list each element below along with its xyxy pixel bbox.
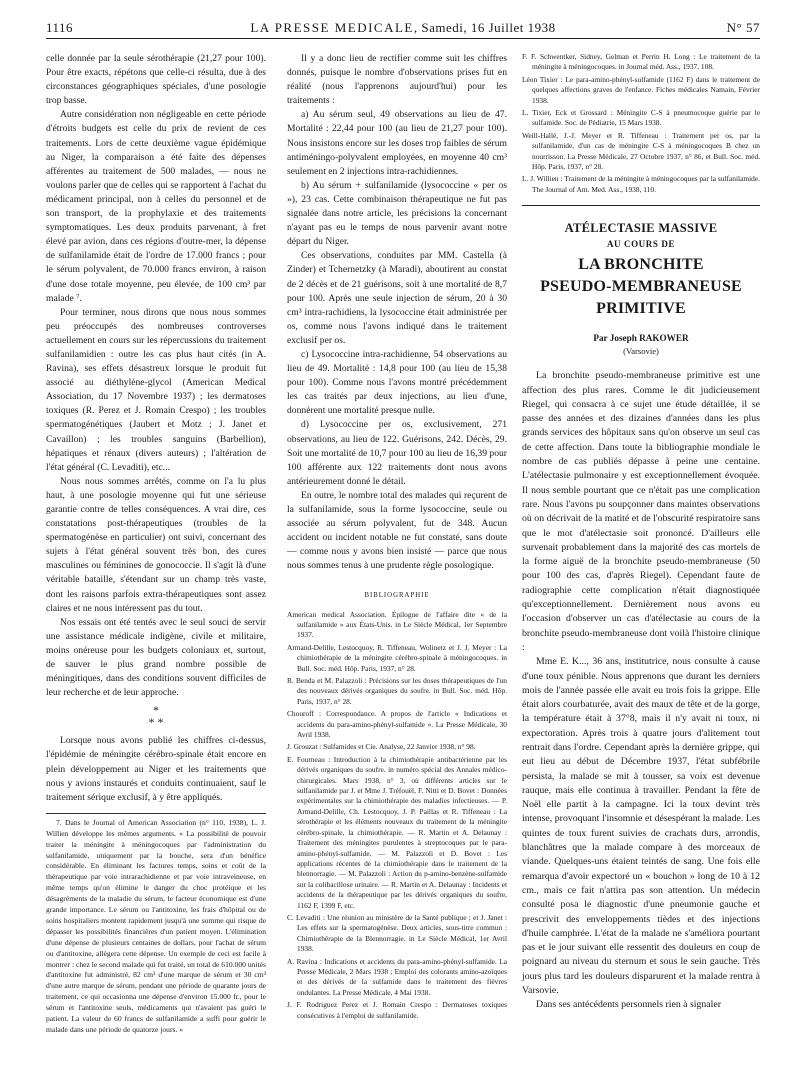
paragraph: Ces observations, conduites par MM. Castella (à Zinder) et Tchernetzky (à Maradi), aboutirent au constat de 2 décès et de 21 guérisons, soit à une mortalité de 8,7 pour 100. Après une seule injection de sérum, 20 à 30 cm³ intra-rachidiens, la lysococcine était administrée per os, comme nous l'avons indiqué dans le traitement exclusif per os. bbox=[287, 250, 507, 346]
paragraph: Autre considération non négligeable en cette période d'étroits budgets est celle du prix de revient de ces traitements. Lors de cette deuxième vague épidémique au Niger, la comparaison a été faite des dépenses afférentes au traitement de 500 malades, — nous ne voulons parler que de celles qui se rapportent à l'achat du médicament principal, non à celles du personnel et de son transport, de la prophylaxie et des traitements symptomatiques. Les deux produits parvenant, à fret élevé par avion, dans ces régions d'outre-mer, la dépense de sulfanilamide était de l'ordre de 17.000 francs ; pour le sérum polyvalent, de 70.000 francs environ, à raison d'une dose totale moyenne, peu élevée, de 100 cm³ par malade ⁷. bbox=[46, 109, 266, 304]
paragraph: Nous nous sommes arrêtés, comme on l'a lu plus haut, à une posologie moyenne qui fut une sérieuse garantie contre de telles conséquences. A vrai dire, ces constatations post-thérapeutiques (troubles de la spermatogénèse en particulier) ont suivi, concernant des sujets à l'état général souvent très bon, des cures masculines ou féminines de gonococcie. Il s'agit là d'une véritable bataille, s'étendant sur un champ très vaste, dont les raisons parfois extra-thérapeutiques sont assez claires et ne nous intéressent pas du tout. bbox=[46, 475, 266, 614]
bibliography-entry: L. Tixier, Eck et Grossard : Méningite C-S à pneumocoque guérie par le sulfamide. Soc. de Pédiatrie, 15 Mars 1938. bbox=[522, 108, 760, 128]
bibliography-entry: Léon Tixier : Le para-amino-phényl-sulfamide (1162 F) dans le traitement de quelques affections graves de l'enfance. Fiches médicales Namain, Février 1938. bbox=[522, 74, 760, 105]
issue-date: , Samedi, 16 Juillet 1938 bbox=[413, 20, 556, 35]
bibliography-entry: C. Levaditi : Une réunion au ministère de la Santé publique ; et J. Janet : Les effets sur la spermatogénèse. Deux articles, sous-titre commun : Chimiothérapie de la Blennorragie. in Le Siècle Médical, 1er Avril 1938. bbox=[287, 912, 507, 954]
bibliography-entry: American medical Association. Épilogue de l'affaire dite « de la sulfanilamide » aux États-Unis. in Le Siècle Médical, 1er Septembre 1937. bbox=[287, 609, 507, 640]
paragraph: Nos essais ont été tentés avec le seul souci de servir une assistance médicale indigène, civile et militaire, moins onéreuse pour les budgets coloniaux et, surtout, de sauver le plus grand nombre possible de méningitiques, dans des conditions souvent difficiles de leur recherche et de leur approche. bbox=[46, 616, 266, 699]
article-title-line-4: PSEUDO-MEMBRANEUSE bbox=[540, 278, 742, 296]
bibliography-heading: BIBLIOGRAPHIE bbox=[364, 592, 430, 600]
bibliography-entry: R. Benda et M. Palazzoli : Précisions sur les doses thérapeutiques de l'un des nouveaux dérivés organiques du soufre. in Bull. Soc. méd. Hôp. Paris, 1937, n° 28. bbox=[287, 676, 507, 706]
bibliography-entry: Armand-Delille, Lestocquoy, R. Tiffeneau, Wolinetz et J. J. Meyer : La chimiothérapie de la méningite cérébro-spinale à méningocoques. in Bull. Soc. méd. Hôp. Paris, 1937, n° 28. bbox=[287, 642, 507, 673]
paragraph: a) Au sérum seul, 49 observations au lieu de 47. Mortalité : 22,44 pour 100 (au lieu de 21,27 pour 100). Nous insistons encore sur les doses trop faibles de sérum antiméningo-polyvalent employées, en moyenne 40 cm³ seulement en 2 injections intra-rachidiennes. bbox=[287, 109, 507, 177]
author-affiliation: (Varsovie) bbox=[623, 346, 659, 357]
bibliography-list-continued bbox=[522, 52, 760, 195]
article-title-line-3: LA BRONCHITE bbox=[578, 256, 704, 274]
article-title-line-1: ATÉLECTASIE MASSIVE bbox=[564, 221, 718, 236]
footnote bbox=[46, 813, 266, 1036]
column-2 bbox=[287, 52, 507, 1023]
bibliography-entry: F. F. Schwentker, Sidney, Gelman et Perrin H. Long : Le traitement de la méningite à méningocoques. in Journal méd. Ass., 1937, 108. bbox=[522, 52, 760, 72]
bibliography-entry: A. Ravina : Indications et accidents du para-amino-phényl-sulfamide. La Presse Médicale, 2 Mars 1938 ; Emploi des colorants amino-azoïques et des dérivés de la sulfamide dans le traitement des fièvres ondulantes. La Presse Médicale, 4 Mai 1938. bbox=[287, 956, 507, 997]
paragraph: Lorsque nous avons publié les chiffres ci-dessus, l'épidémie de méningite cérébro-spinale était encore en plein développement au Niger et les traitements que nous y avions instaurés et conduits continuaient, sauf le traitement sérique exclusif, à y être appliqués. bbox=[46, 735, 266, 803]
article-divider bbox=[522, 205, 760, 206]
column-1 bbox=[46, 52, 266, 1036]
article-title-line-5: PRIMITIVE bbox=[596, 300, 686, 318]
paragraph: celle donnée par la seule sérothérapie (21,27 pour 100). Pour être exacts, répétons que celle-ci résulta, due à des circonstances géographiques spéciales, d'une posologie trop basse. bbox=[46, 53, 266, 107]
bibliography-entry: Weill-Hallé, J.-J. Meyer et R. Tiffeneau : Traitement per os, par la sulfanilamide, d'un cas de méningite C-S à méningocoques B chez un nourrisson. La Presse Médicale, 27 Octobre 1937, n° 86, et Bull. Soc. méd. Hôp. Paris, 1937, n° 28. bbox=[522, 130, 760, 172]
running-title bbox=[46, 20, 760, 36]
paragraph: Pour terminer, nous dirons que nous nous sommes peu préoccupés des nombreuses controverses actuellement en cours sur les répercussions du traitement sulfanilamidien : outre les cas plus haut cités (in A. Ravina), ses effets désastreux lorsque le produit fut associé au diéthylène-glycol (American Medical Association, du 17 Novembre 1937) ; les dermatoses toxiques (R. Perez et J. Romain Crespo) ; les troubles spermatogénétiques (Jaubert et Motz ; J. Janet et Cavaillon) ; les troubles sanguins (Barbellion), hépatiques et rénaux (divers auteurs) ; l'altération de l'état général (C. Levaditi), etc... bbox=[46, 306, 266, 473]
paragraph: d) Lysococcine per os, exclusivement, 271 observations, au lieu de 122. Guérisons, 242. Décès, 29. Soit une mortalité de 10,7 pour 100 au lieu de 16,39 pour 100 afférente aux 122 traitements dont nous avons antérieurement donné le détail. bbox=[287, 419, 507, 487]
bibliography-entry: Chouroff : Correspondance. A propos de l'article « Indications et accidents du para-amino-phényl-sulfamide ». La Presse Médicale, 30 Avril 1938. bbox=[287, 709, 507, 740]
section-separator: * * * bbox=[148, 703, 164, 730]
paragraph: Il y a donc lieu de rectifier comme suit les chiffres donnés, puisque le nombre d'observations prises fut en réalité (nous l'apprenons aujourd'hui) pour les traitements : bbox=[287, 53, 507, 107]
paragraph: En outre, le nombre total des malades qui reçurent de la sulfanilamide, sous la forme lysococcine, seule ou associée au sérum polyvalent, fut de 348. Aucun accident ou incident notable ne fut constaté, sans doute — comme nous y avons bien insisté — parce que nous nous sommes tenus à une prudente règle posologique. bbox=[287, 489, 507, 572]
page-number: 1116 bbox=[46, 20, 74, 35]
article-heading bbox=[522, 220, 760, 357]
page-header bbox=[46, 20, 760, 39]
paragraph: b) Au sérum + sulfanilamide (lysococcine « per os »), 23 cas. Cette combinaison thérapeutique ne fut pas signalée dans notre article, les précisions la concernant n'ayant pas eu le temps de nous parvenir avant notre départ du Niger. bbox=[287, 179, 507, 248]
footnote-text: 7. Dans le Journal of American Association (n° 110, 1938), L. J. Willien développe les mêmes arguments. « La possibilité de pouvoir traiter la méningite à méningocoques par l'administration du sulfanilamide, uniquement par la bouche, sera d'un bénéfice considérable. En éliminant les factures temps, soins et coût de la thérapeutique par voie intrarachidienne et par voie intraveineuse, en même temps qu'on élimine le danger du choc protéique et les désagréments de la maladie du sérum, le facteur économique est d'une grande importance. Le sérum ou l'antitoxine, les frais d'hôpital ou de soins hospitaliers montent rapidement jusqu'à une somme qui risque de dépasser les possibilités financières d'un patient moyen. L'élimination d'une dépense de plusieurs centaines de dollars, pour l'achat de sérum ou d'antitoxine, allègera cette dépense. Un exemple de ceci est facile à montrer : chez le second malade qui fut traité, un total de 610.000 unités d'antitoxine fut administré, 82 cm³ d'une marque de sérum et 30 cm³ d'une autre marque de sérum, pendant une période de quarante jours de traitement, ce qui occasionna une dépense d'environ 15.000 fr., pour le sérum et l'antitoxine seuls, médicaments qui n'avaient pas guéri le patient. La valeur de 60 francs de sulfanilamide a suffi pour guérir le malade dans une période de quatorze jours. » bbox=[46, 817, 266, 1034]
article-body bbox=[522, 369, 760, 1012]
column-3 bbox=[522, 52, 760, 1013]
bibliography-entry: J. Grouzat : Sulfamides et Cie. Analyse, 22 Janvier 1938, n° 98. bbox=[287, 742, 476, 752]
bibliography-entry: J. F. Rodriguez Perez et J. Romain Crespo : Dermatoses toxiques consécutives à l'emploi de sulfanilamide. bbox=[287, 1000, 507, 1020]
issue-number: N° 57 bbox=[726, 20, 760, 35]
bibliography-list bbox=[287, 610, 507, 1021]
article-title-line-2: AU COURS DE bbox=[606, 239, 676, 250]
paragraph: La bronchite pseudo-membraneuse primitive est une affection des plus rares. Comme le dit judicieusement Riegel, qui consacra à ce sujet une étude détaillée, il se passe des années et des dizaines d'années dans les plus grands services des hôpitaux sans qu'on observe un seul cas de cette affection. Dans toute la bibliographie mondiale le nombre de cas publiés dépasse à peine une centaine. L'atélectasie pulmonaire y est exceptionnellement évoquée. Il nous semble pourtant que ce n'était pas une complication rare. Nous l'avons pu soupçonner dans maintes observations où on décrivait de la matité et de l'obscurité respiratoire sans que le mot d'atélectasie soit prononcé. D'ailleurs elle survenait probablement dans la majorité des cas mortels de la forme aiguë de la bronchite pseudo-membraneuse (50 pour 100 des cas, d'après Riegel). Cependant faute de radiographie cette complication n'était diagnostiquée qu'exceptionnellement. Dernièrement nous avons eu l'occasion d'observer un cas d'atélectasie au cours de la bronchite pseudo-membraneuse dont voilà l'histoire clinique : bbox=[522, 370, 760, 653]
paragraph: Dans ses antécédents personnels rien à signaler bbox=[536, 999, 721, 1011]
paragraph: Mme E. K..., 36 ans, institutrice, nous consulte à cause d'une toux pénible. Nous apprenons que durant les derniers mois de l'année passée elle avait eu trois fois la grippe. Elle était alors courbaturée, avait des maux de tête et de la gorge, la température était à 37°8, mais il n'y avait ni toux, ni expectoration. Après trois à quatre jours d'alitement tout rentrait dans l'ordre. Cependant après la dernière grippe, qui eut lieu au début de Décembre 1937, l'état subfébrile persista, la malade se mit à tousser, sa voix est devenue rauque, mais elle continua à travailler. Pendant la fête de Noël elle partit à la campagne. Ici la toux devint très intense, provoquant l'insomnie et désespérant la malade. Les quintes de toux furent suivies de crachats durs, arrondis, blanchâtres que la malade compare à des morceaux de viande. Quelques-uns étaient teintés de sang. Une fois elle remarqua d'avoir expectoré un « bouchon » long de 10 à 12 cm., mais ce fait n'attira pas son attention. Un médecin consulté posa le diagnostic d'une pneumonie gauche et prescrivit des enveloppements tièdes et des injections d'huile camphrée. L'état de la malade ne s'améliora pourtant pas et le jour suivant elle ressentit des douleurs en coup de poignard au niveau du sternum et sous le sein gauche. Très jours plus tard les douleurs disparurent et la malade rentra à Varsovie. bbox=[522, 656, 760, 997]
publication-name: LA PRESSE MEDICALE bbox=[250, 20, 414, 35]
author-byline: Par Joseph RAKOWER bbox=[593, 333, 689, 344]
paragraph: c) Lysococcine intra-rachidienne, 54 observations au lieu de 49. Mortalité : 14,8 pour 100 (au lieu de 15,38 pour 100). Comme nous l'avons montré précédemment les cas traités par deux injections, au lieu d'une, donnèrent une mortalité presque nulle. bbox=[287, 348, 507, 417]
bibliography-entry: E. Fourneau : Introduction à la chimiothérapie antibactérienne par les dérivés organiques du soufre. in numéro spécial des Annales médico-chirurgicales. Mars 1938, n° 3, où différents articles sur le sulfanilamide par J. et Mme J. Tréfouël, F. Nitti et D. Bovet : Données expérimentales sur la chimiothérapie des maladies infectieuses. — P. Armand-Delille, Ch. Lestocquoy, J. P. Paillas et R. Tiffeneau : La sérothérapie et les éléments nouveaux du traitement de la méningite cérébro-spinale, la chimiothérapie. — R. Martin et A. Delaunay : Traitement des méningites purulentes à streptocoques par le para-amino-phényl-sulfamide. — M. Palazzoli et D. Bovet : Les applications récentes de la chimiothérapie dans le traitement de la blennorragie. — M. Palazzoli : Action du p-amino-benzène-sulfamide sur la colibacillose urinaire. — R. Martin et A. Delaunay : Incidents et accidents de la thérapeutique par les dérivés organiques du soufre, 1162 F, 1399 F, etc. bbox=[287, 754, 507, 910]
bibliography-entry: L. J. Willien : Traitement de la méningite à méningocoques par la sulfanilamide. The Journal of Am. Med. Ass., 1938, 110. bbox=[522, 174, 760, 194]
